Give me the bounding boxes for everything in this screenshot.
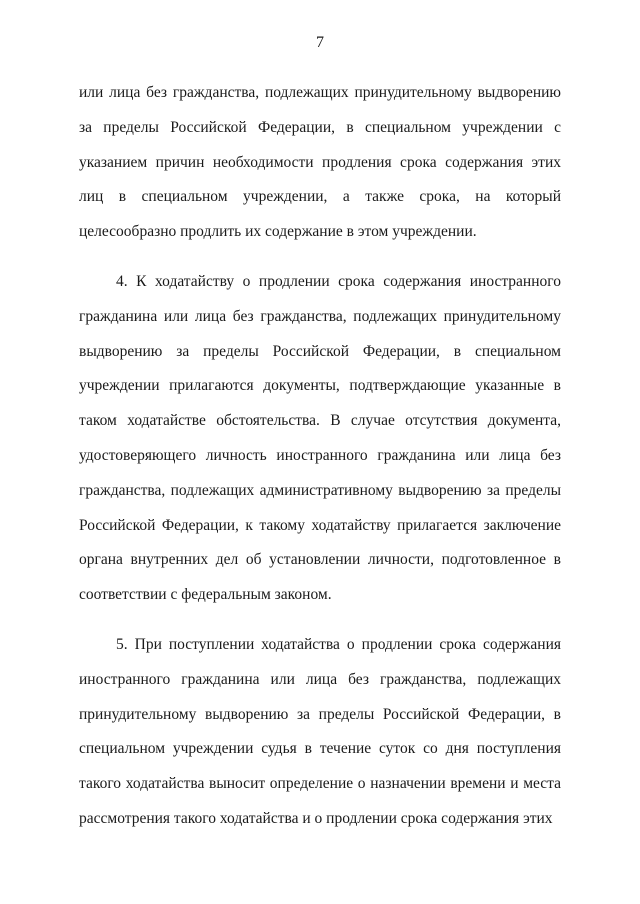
paragraph-continuation: или лица без гражданства, подлежащих принудительному выдворению за пределы Российской Федерации, в специальном учреждении с указанием причин необходимости продления срока содержания этих лиц в специальном учреждении, а также срока, на который целесообразно продлить их содержание в этом учреждении. [79,84,561,241]
paragraph-item-4: 4. К ходатайству о продлении срока содержания иностранного гражданина или лица без гражданства, подлежащих принудительному выдворению за пределы Российской Федерации, в специальном учреждении прилагаются документы, подтверждающие указанные в таком ходатайстве обстоятельства. В случае отсутствия документа, удостоверяющего личность иностранного гражданина или лица без гражданства, подлежащих административному выдворению за пределы Российской Федерации, к такому ходатайству прилагается заключение органа внутренних дел об установлении личности, подготовленное в соответствии с федеральным законом. [79,272,561,604]
document-body [79,76,561,837]
paragraph-item-5: 5. При поступлении ходатайства о продлении срока содержания иностранного гражданина или лица без гражданства, подлежащих принудительному выдворению за пределы Российской Федерации, в специальном учреждении судья в течение суток со дня поступления такого ходатайства выносит определение о назначении времени и места рассмотрения такого ходатайства и о продлении срока содержания этих [79,635,561,827]
page-number: 7 [316,34,324,51]
